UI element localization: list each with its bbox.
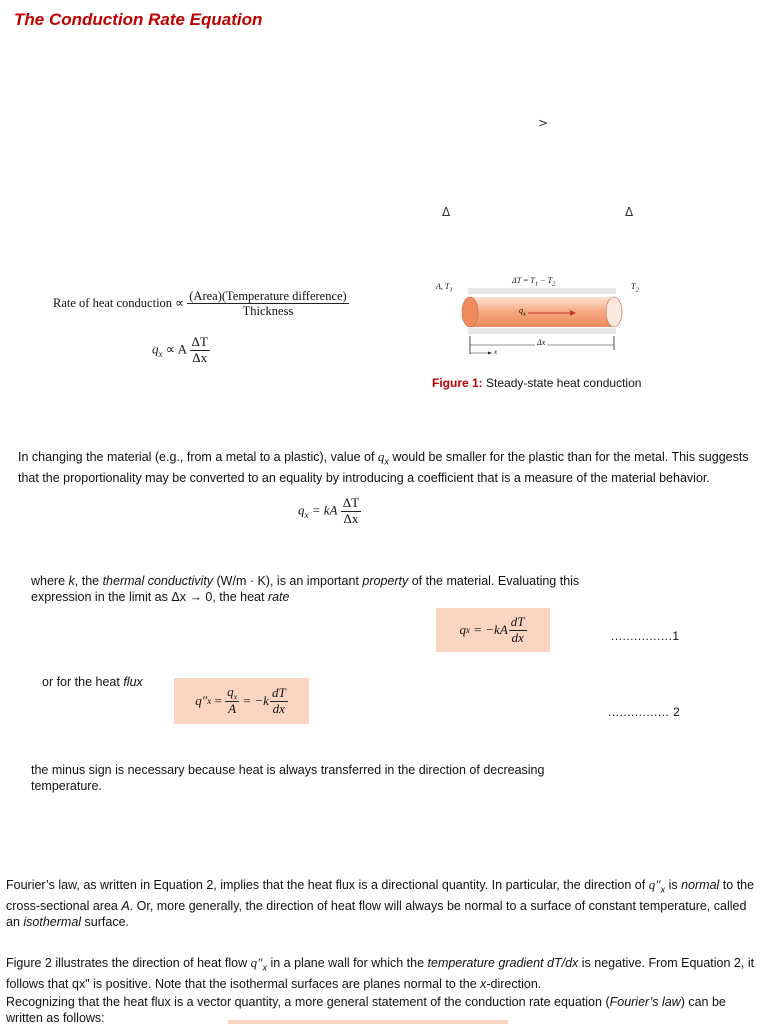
eq2-f1-den: A [228,701,237,717]
eq2-op: = −k [242,693,269,708]
eq2-f1-num-sub: x [233,692,238,702]
para5-t3: is negative. From Equation 2, it follows that qx" is positive. Note that the isothermal surfaces are planes normal to the [6,956,755,991]
eq1-op: = −kA [473,622,508,637]
prop2-op: ∝ A [165,341,187,357]
equation-1 [436,608,550,652]
label-dT-end: − T [538,276,553,285]
eqkA-denominator: Δx [343,510,359,526]
para4-sym-sub: x [660,884,666,895]
proportionality-equation [53,289,349,319]
para2-t3: (W/m · K), is an important [213,574,363,588]
label-dT-sub1: 1 [534,280,539,288]
label-dT-text: ΔT = T [512,276,535,285]
paragraph-1 [18,449,753,486]
para6-fourier: Fourier’s law [609,995,681,1009]
eq2-eq: = [214,693,222,708]
equation-1-number: ................1 [611,629,680,643]
label-dT-sub2: 2 [552,280,556,288]
para5-sym-sub: x [262,962,267,973]
eqkA-numerator: ΔT [342,495,360,510]
eqkA-op: = kA [311,502,338,518]
eq1-denominator: dx [511,629,524,645]
para2-t1: where [31,574,69,588]
para4-sym: q″ [648,877,661,892]
paragraph-5 [6,955,758,992]
label-delta-T [512,276,555,288]
para5-tg: temperature gradient dT/dx [427,956,579,970]
figure1-caption-label: Figure 1: [432,376,483,390]
para2-t4: of the material. Evaluating this expression in the limit as Δx → 0, the heat [31,574,580,604]
paragraph-2 [31,573,631,605]
para1-qx-sub: x [384,456,389,467]
equation-2-number: ................ 2 [608,705,681,719]
prop2-numerator: ΔT [191,334,208,349]
label-T2-sub: 2 [635,286,639,294]
para2-prop: property [362,574,409,588]
eqkA-q: q [298,502,305,518]
para4-t2: is [665,878,682,892]
para5-t4: -direction. [486,976,542,991]
para4-A: A [121,898,130,913]
label-A-T1-sub: 1 [449,286,453,294]
eqkA-sub: x [304,510,309,521]
eq2-sub: x [207,696,212,706]
x-axis-arrowhead [488,352,492,355]
para6-t2: ) can be written as follows: [6,995,726,1025]
delta-marker-left: Δ [442,205,451,219]
eq2-f1-num: q [227,683,234,699]
label-T2 [631,282,639,294]
label-A-T1-text: A, T [436,282,450,291]
insulation-bottom [468,328,616,334]
rod-left-face [462,297,478,327]
qx-sub: x [158,349,163,360]
para1-qx-symbol: q [377,449,385,464]
para2-rate: rate [267,590,290,604]
label-T2-text: T [631,282,636,291]
eq2-lhs: q″ [195,693,208,708]
eq2-f2-den: dx [272,700,285,716]
eq1-sub: x [466,625,470,635]
paragraph-3: the minus sign is necessary because heat is always transferred in the direction of decreasing temperature. [31,763,545,793]
para4-t5: surface. [81,914,129,929]
para4-t4: . Or, more generally, the direction of heat flow will always be normal to a surface of constant temperature, called an [6,898,747,929]
label-qx-text: q [519,306,523,315]
insulation-top [468,288,616,294]
label-A-T1 [436,282,453,294]
para5-x: x [480,976,487,991]
para5-t2: in a plane wall for which the [267,956,428,970]
figure1-diagram [430,272,650,367]
para4-normal: normal [681,878,720,892]
prop-numerator: (Area)(Temperature difference) [189,289,347,303]
flux-t1: or for the heat [42,675,124,689]
label-qx [519,306,526,318]
label-dx: Δx [537,338,546,347]
equation-2 [174,678,309,724]
flux-word: flux [123,675,143,689]
para5-t1: Figure 2 illustrates the direction of heat flow [6,956,251,970]
prop-lhs: Rate of heat conduction ∝ [53,295,185,310]
eq1-q: q [459,622,466,637]
para6-t1: Recognizing that the heat flux is a vector quantity, a more general statement of the conduction rate equation ( [6,995,610,1009]
prop2-denominator: Δx [192,349,208,365]
para1-after: would be smaller for the plastic than for the metal. This suggests that the proportionality may be converted to an equality by introducing a coefficient that is a measure of the material behavior. [18,450,749,485]
para4-iso: isothermal [23,914,82,929]
figure1-caption [432,376,641,390]
page-title: The Conduction Rate Equation [14,10,263,29]
equation-kA [298,496,361,527]
eq2-f2-num: dT [271,684,286,700]
rod-right-face [606,297,622,327]
para2-k: k [68,574,75,588]
delta-marker-right: Δ [625,205,634,219]
rod-body [470,297,614,327]
flux-intro [42,674,143,690]
para4-t3: to the cross-sectional area [6,878,755,913]
proportionality-equation-2 [152,335,210,366]
figure1-caption-text: Steady-state heat conduction [482,376,642,390]
paragraph-4 [6,877,758,930]
gt-marker: > [538,116,549,130]
prop-denominator: Thickness [242,304,294,319]
label-x: x [494,348,498,356]
para4-t1: Fourier’s law, as written in Equation 2, implies that the heat flux is a directional quantity. In particular, the direction of [6,878,649,892]
para2-t2: , the [74,574,103,588]
para1-before: In changing the material (e.g., from a metal to a plastic), value of [18,450,378,464]
equation-3-highlight-partial [228,1020,508,1024]
para2-tc: thermal conductivity [102,574,214,588]
qx-symbol: q [152,341,159,357]
label-qx-sub: x [523,310,526,318]
para5-sym: q″ [250,955,263,970]
eq1-numerator: dT [510,613,525,629]
